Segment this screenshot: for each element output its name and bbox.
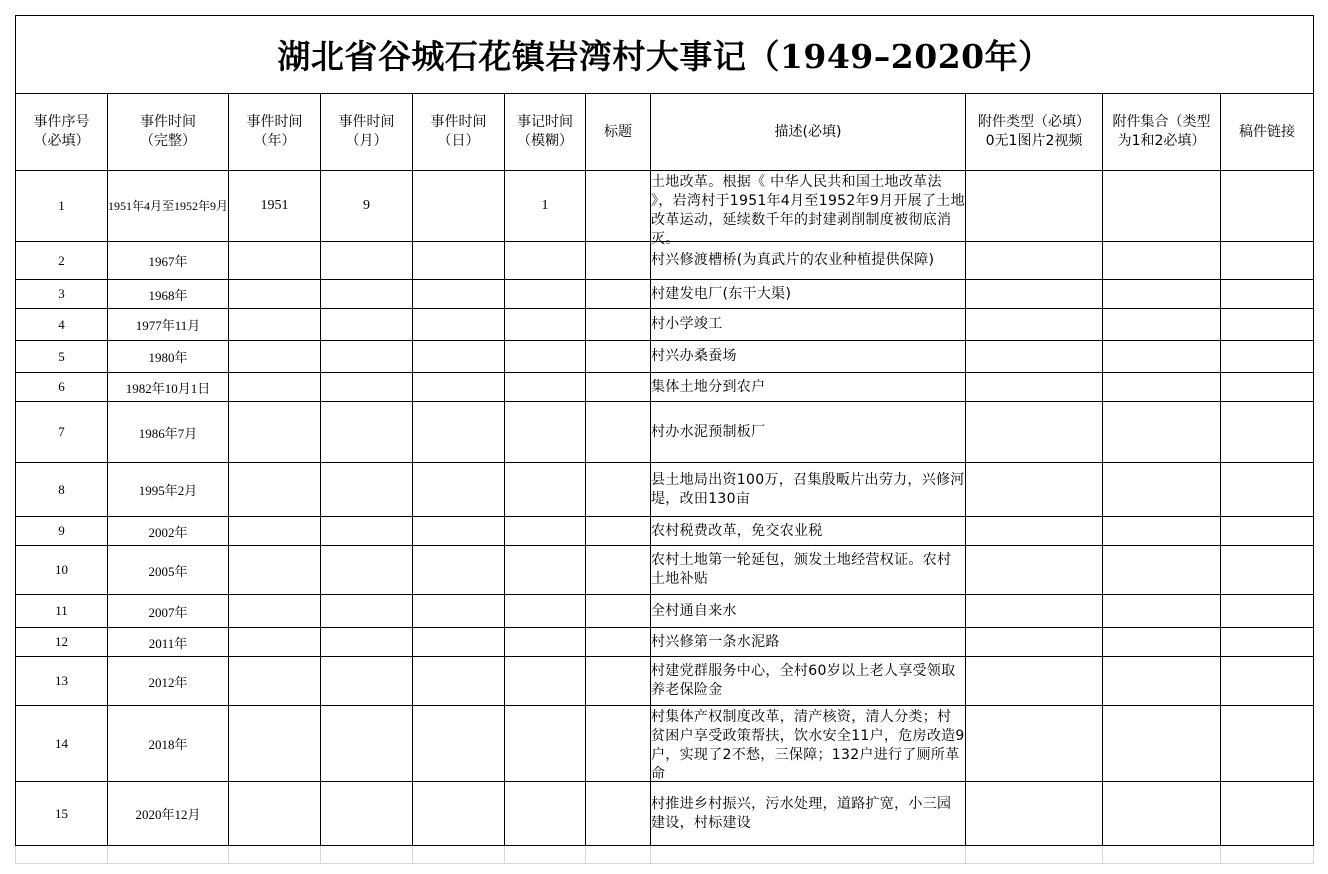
header-year[interactable]: 事件时间 （年）	[229, 94, 321, 171]
cell-desc[interactable]: 村兴修第一条水泥路	[651, 628, 966, 657]
cell-seq[interactable]: 14	[16, 706, 108, 782]
cell-title[interactable]	[586, 242, 651, 280]
cell-year[interactable]	[229, 706, 321, 782]
cell-month[interactable]	[321, 309, 413, 341]
cell-attach-set[interactable]	[1103, 463, 1221, 517]
cell-month[interactable]	[321, 341, 413, 373]
cell-attach-set[interactable]	[1103, 782, 1221, 846]
cell-title[interactable]	[586, 463, 651, 517]
cell-fuzzy[interactable]	[505, 373, 586, 402]
cell-year[interactable]	[229, 782, 321, 846]
cell-title[interactable]	[586, 657, 651, 706]
cell-fuzzy[interactable]	[505, 546, 586, 595]
cell-link[interactable]	[1221, 782, 1314, 846]
empty-cell[interactable]	[505, 846, 586, 864]
empty-row	[16, 846, 1314, 864]
cell-title[interactable]	[586, 517, 651, 546]
cell-month[interactable]	[321, 546, 413, 595]
cell-year[interactable]	[229, 373, 321, 402]
header-attach-type[interactable]: 附件类型（必填） 0无1图片2视频	[966, 94, 1103, 171]
cell-attach-type[interactable]	[966, 595, 1103, 628]
cell-attach-set[interactable]	[1103, 171, 1221, 242]
empty-cell[interactable]	[651, 846, 966, 864]
cell-attach-type[interactable]	[966, 657, 1103, 706]
cell-year[interactable]	[229, 402, 321, 463]
cell-seq[interactable]: 15	[16, 782, 108, 846]
cell-link[interactable]	[1221, 309, 1314, 341]
cell-time[interactable]: 1980年	[108, 341, 229, 373]
cell-desc[interactable]: 村办水泥预制板厂	[651, 402, 966, 463]
sheet-title[interactable]: 湖北省谷城石花镇岩湾村大事记（1949–2020年）	[16, 16, 1314, 94]
header-desc[interactable]: 描述(必填)	[651, 94, 966, 171]
cell-attach-type[interactable]	[966, 171, 1103, 242]
cell-month[interactable]	[321, 657, 413, 706]
cell-month[interactable]	[321, 242, 413, 280]
header-month[interactable]: 事件时间 （月）	[321, 94, 413, 171]
cell-year[interactable]	[229, 517, 321, 546]
empty-cell[interactable]	[16, 846, 108, 864]
cell-attach-type[interactable]	[966, 628, 1103, 657]
cell-seq[interactable]: 6	[16, 373, 108, 402]
cell-time[interactable]: 2012年	[108, 657, 229, 706]
cell-day[interactable]	[413, 341, 505, 373]
cell-attach-set[interactable]	[1103, 341, 1221, 373]
cell-link[interactable]	[1221, 373, 1314, 402]
empty-cell[interactable]	[1221, 846, 1314, 864]
cell-day[interactable]	[413, 242, 505, 280]
cell-link[interactable]	[1221, 341, 1314, 373]
cell-time[interactable]: 1967年	[108, 242, 229, 280]
cell-month[interactable]	[321, 706, 413, 782]
cell-link[interactable]	[1221, 517, 1314, 546]
empty-cell[interactable]	[413, 846, 505, 864]
cell-year[interactable]	[229, 341, 321, 373]
cell-title[interactable]	[586, 706, 651, 782]
cell-desc[interactable]: 农村税费改革，免交农业税	[651, 517, 966, 546]
events-table	[15, 15, 1314, 864]
cell-desc[interactable]: 村推进乡村振兴，污水处理，道路扩宽，小三园建设，村标建设	[651, 782, 966, 846]
desc-text: 村集体产权制度改革，清产核资，清人分类；村贫困户享受政策帮扶，饮水安全11户，危房改造9户，实现了2不愁，三保障；132户进行了厕所革命	[651, 709, 965, 782]
cell-title[interactable]	[586, 782, 651, 846]
cell-link[interactable]	[1221, 242, 1314, 280]
cell-day[interactable]	[413, 309, 505, 341]
cell-time[interactable]: 1982年10月1日	[108, 373, 229, 402]
cell-attach-type[interactable]	[966, 546, 1103, 595]
cell-seq[interactable]: 7	[16, 402, 108, 463]
cell-day[interactable]	[413, 706, 505, 782]
cell-month[interactable]	[321, 280, 413, 309]
cell-fuzzy[interactable]	[505, 242, 586, 280]
cell-link[interactable]	[1221, 657, 1314, 706]
cell-attach-set[interactable]	[1103, 517, 1221, 546]
cell-link[interactable]	[1221, 402, 1314, 463]
cell-title[interactable]	[586, 546, 651, 595]
header-day[interactable]: 事件时间 （日）	[413, 94, 505, 171]
cell-attach-set[interactable]	[1103, 628, 1221, 657]
cell-year[interactable]	[229, 628, 321, 657]
cell-seq[interactable]: 5	[16, 341, 108, 373]
cell-month[interactable]	[321, 628, 413, 657]
table-row	[16, 595, 1314, 628]
cell-seq[interactable]: 11	[16, 595, 108, 628]
cell-desc[interactable]: 村兴办桑蚕场	[651, 341, 966, 373]
table-row	[16, 171, 1314, 242]
cell-month[interactable]	[321, 517, 413, 546]
cell-time[interactable]: 1951年4月至1952年9月	[108, 171, 229, 242]
cell-desc[interactable]	[651, 706, 966, 782]
cell-desc[interactable]: 村建党群服务中心，全村60岁以上老人享受领取养老保险金	[651, 657, 966, 706]
cell-link[interactable]	[1221, 463, 1314, 517]
cell-year[interactable]	[229, 309, 321, 341]
cell-time[interactable]: 2007年	[108, 595, 229, 628]
cell-seq[interactable]: 3	[16, 280, 108, 309]
cell-day[interactable]	[413, 373, 505, 402]
table-row	[16, 280, 1314, 309]
cell-seq[interactable]: 8	[16, 463, 108, 517]
table-row	[16, 373, 1314, 402]
empty-cell[interactable]	[586, 846, 651, 864]
cell-day[interactable]	[413, 280, 505, 309]
cell-year[interactable]	[229, 657, 321, 706]
header-title[interactable]: 标题	[586, 94, 651, 171]
cell-title[interactable]	[586, 402, 651, 463]
cell-desc[interactable]: 村兴修渡槽桥(为真武片的农业种植提供保障)	[651, 242, 966, 280]
cell-attach-set[interactable]	[1103, 309, 1221, 341]
cell-attach-set[interactable]	[1103, 706, 1221, 782]
cell-seq[interactable]: 2	[16, 242, 108, 280]
cell-fuzzy[interactable]	[505, 463, 586, 517]
cell-month[interactable]	[321, 595, 413, 628]
table-row	[16, 628, 1314, 657]
cell-seq[interactable]: 12	[16, 628, 108, 657]
cell-fuzzy[interactable]	[505, 517, 586, 546]
cell-time[interactable]: 2005年	[108, 546, 229, 595]
cell-desc[interactable]	[651, 171, 966, 247]
cell-link[interactable]	[1221, 546, 1314, 595]
cell-year[interactable]	[229, 280, 321, 309]
empty-cell[interactable]	[229, 846, 321, 864]
cell-link[interactable]	[1221, 628, 1314, 657]
cell-seq[interactable]: 10	[16, 546, 108, 595]
header-row	[16, 94, 1314, 171]
cell-desc[interactable]: 村小学竣工	[651, 309, 966, 341]
cell-attach-type[interactable]	[966, 782, 1103, 846]
cell-month[interactable]: 9	[321, 171, 413, 242]
empty-cell[interactable]	[321, 846, 413, 864]
cell-fuzzy[interactable]	[505, 309, 586, 341]
cell-time[interactable]: 2011年	[108, 628, 229, 657]
cell-title[interactable]	[586, 171, 651, 242]
cell-time[interactable]: 1977年11月	[108, 309, 229, 341]
cell-attach-type[interactable]	[966, 341, 1103, 373]
table-row	[16, 782, 1314, 846]
cell-desc[interactable]: 县土地局出资100万，召集殷畈片出劳力，兴修河堤，改田130亩	[651, 463, 966, 517]
cell-day[interactable]	[413, 402, 505, 463]
header-attach-set[interactable]: 附件集合（类型 为1和2必填）	[1103, 94, 1221, 171]
table-row	[16, 657, 1314, 706]
cell-link[interactable]	[1221, 280, 1314, 309]
cell-month[interactable]	[321, 402, 413, 463]
cell-month[interactable]	[321, 782, 413, 846]
cell-day[interactable]	[413, 595, 505, 628]
cell-title[interactable]	[586, 628, 651, 657]
header-fuzzy[interactable]: 事记时间 （模糊）	[505, 94, 586, 171]
cell-title[interactable]	[586, 595, 651, 628]
cell-title[interactable]	[586, 373, 651, 402]
cell-time[interactable]: 2002年	[108, 517, 229, 546]
empty-cell[interactable]	[108, 846, 229, 864]
table-row	[16, 402, 1314, 463]
cell-fuzzy[interactable]	[505, 706, 586, 782]
cell-attach-type[interactable]	[966, 463, 1103, 517]
cell-title[interactable]	[586, 280, 651, 309]
table-row	[16, 309, 1314, 341]
cell-year[interactable]	[229, 595, 321, 628]
cell-time[interactable]: 2018年	[108, 706, 229, 782]
cell-fuzzy[interactable]	[505, 595, 586, 628]
cell-seq[interactable]: 13	[16, 657, 108, 706]
cell-year[interactable]	[229, 242, 321, 280]
cell-month[interactable]	[321, 463, 413, 517]
cell-year[interactable]	[229, 463, 321, 517]
cell-day[interactable]	[413, 657, 505, 706]
cell-day[interactable]	[413, 463, 505, 517]
cell-time[interactable]: 1968年	[108, 280, 229, 309]
cell-fuzzy[interactable]	[505, 341, 586, 373]
cell-attach-set[interactable]	[1103, 280, 1221, 309]
cell-fuzzy[interactable]	[505, 628, 586, 657]
header-link[interactable]: 稿件链接	[1221, 94, 1314, 171]
table-row	[16, 463, 1314, 517]
cell-title[interactable]	[586, 341, 651, 373]
empty-cell[interactable]	[966, 846, 1103, 864]
cell-desc[interactable]: 农村土地第一轮延包，颁发土地经营权证。农村土地补贴	[651, 546, 966, 595]
cell-desc[interactable]: 集体土地分到农户	[651, 373, 966, 402]
cell-attach-set[interactable]	[1103, 242, 1221, 280]
cell-attach-set[interactable]	[1103, 595, 1221, 628]
cell-desc[interactable]: 村建发电厂(东干大渠)	[651, 280, 966, 309]
cell-attach-set[interactable]	[1103, 657, 1221, 706]
cell-title[interactable]	[586, 309, 651, 341]
cell-day[interactable]	[413, 517, 505, 546]
cell-attach-set[interactable]	[1103, 402, 1221, 463]
cell-day[interactable]	[413, 546, 505, 595]
cell-seq[interactable]: 4	[16, 309, 108, 341]
table-row	[16, 706, 1314, 782]
table-row	[16, 341, 1314, 373]
cell-link[interactable]	[1221, 706, 1314, 782]
cell-fuzzy[interactable]	[505, 280, 586, 309]
cell-attach-set[interactable]	[1103, 373, 1221, 402]
table-row	[16, 546, 1314, 595]
cell-time[interactable]: 2020年12月	[108, 782, 229, 846]
cell-day[interactable]	[413, 782, 505, 846]
cell-month[interactable]	[321, 373, 413, 402]
table-row	[16, 517, 1314, 546]
cell-attach-set[interactable]	[1103, 546, 1221, 595]
cell-fuzzy[interactable]	[505, 402, 586, 463]
desc-text: 土地改革。根据《 中华人民共和国土地改革法 》，岩湾村于1951年4月至1952年9月开展了土地改革运动，延续数千年的封建剥削制度被彻底消灭。	[651, 174, 965, 247]
cell-seq[interactable]: 1	[16, 171, 108, 242]
cell-desc[interactable]: 全村通自来水	[651, 595, 966, 628]
cell-attach-type[interactable]	[966, 280, 1103, 309]
cell-attach-type[interactable]	[966, 373, 1103, 402]
cell-fuzzy[interactable]	[505, 782, 586, 846]
cell-attach-type[interactable]	[966, 706, 1103, 782]
header-time-full[interactable]: 事件时间 （完整）	[108, 94, 229, 171]
header-seq[interactable]: 事件序号 （必填）	[16, 94, 108, 171]
cell-fuzzy[interactable]	[505, 657, 586, 706]
cell-attach-type[interactable]	[966, 309, 1103, 341]
cell-attach-type[interactable]	[966, 402, 1103, 463]
cell-time[interactable]: 1986年7月	[108, 402, 229, 463]
cell-time[interactable]: 1995年2月	[108, 463, 229, 517]
cell-fuzzy[interactable]: 1	[505, 171, 586, 242]
cell-day[interactable]	[413, 628, 505, 657]
cell-attach-type[interactable]	[966, 517, 1103, 546]
cell-year[interactable]	[229, 546, 321, 595]
cell-link[interactable]	[1221, 171, 1314, 242]
cell-attach-type[interactable]	[966, 242, 1103, 280]
cell-day[interactable]	[413, 171, 505, 242]
cell-seq[interactable]: 9	[16, 517, 108, 546]
cell-year[interactable]: 1951	[229, 171, 321, 242]
cell-link[interactable]	[1221, 595, 1314, 628]
empty-cell[interactable]	[1103, 846, 1221, 864]
